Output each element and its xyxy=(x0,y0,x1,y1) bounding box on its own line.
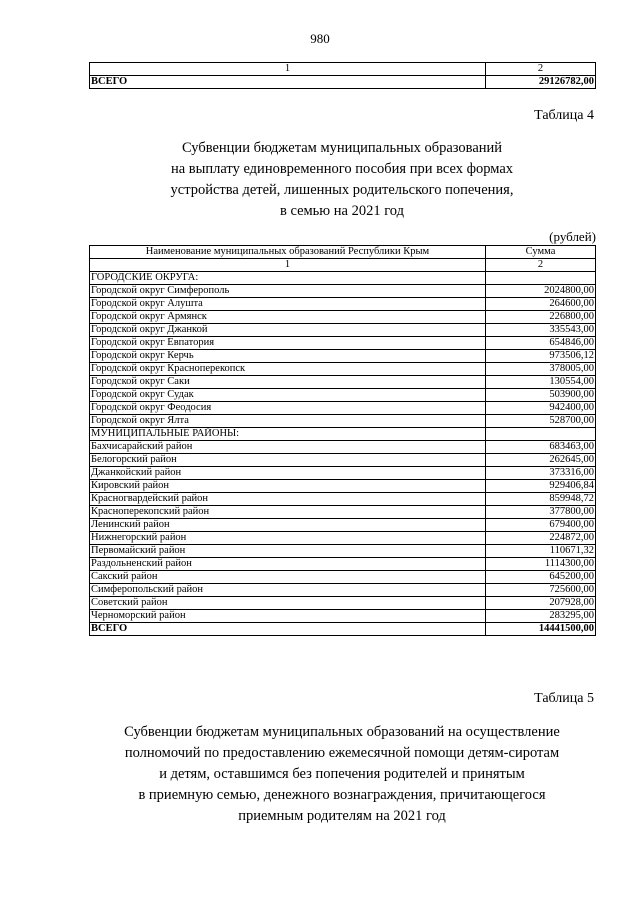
caption-line: в приемную семью, денежного вознаграждения, причитающегося xyxy=(138,787,546,803)
municipality-name: Городской округ Евпатория xyxy=(90,337,486,350)
header-sum-cell: Сумма xyxy=(486,246,596,259)
amount-value: 335543,00 xyxy=(486,324,596,337)
total-value: 14441500,00 xyxy=(486,623,596,636)
municipality-name: Нижнегорский район xyxy=(90,532,486,545)
caption-line: полномочий по предоставлению ежемесячной помощи детям-сиротам xyxy=(124,745,560,761)
municipality-name: Городской округ Джанкой xyxy=(90,324,486,337)
table-row xyxy=(90,441,596,454)
table-row xyxy=(90,311,596,324)
municipality-name: Городской округ Керчь xyxy=(90,350,486,363)
municipality-name: Городской округ Красноперекопск xyxy=(90,363,486,376)
table-row xyxy=(90,298,596,311)
caption-line: Субвенции бюджетам муниципальных образований xyxy=(181,140,503,156)
table-row xyxy=(90,480,596,493)
municipality-name: Городской округ Алушта xyxy=(90,298,486,311)
municipality-name: Советский район xyxy=(90,597,486,610)
amount-value: 262645,00 xyxy=(486,454,596,467)
table-row xyxy=(90,610,596,623)
table-row xyxy=(90,584,596,597)
amount-value: 264600,00 xyxy=(486,298,596,311)
table-row xyxy=(90,363,596,376)
caption-line: устройства детей, лишенных родительского попечения, xyxy=(170,182,514,198)
table5-caption xyxy=(89,722,595,827)
caption-line: и детям, оставшимся без попечения родителей и принятым xyxy=(159,766,525,782)
table-row xyxy=(90,506,596,519)
table-row xyxy=(90,545,596,558)
table-row xyxy=(90,285,596,298)
table-row xyxy=(90,415,596,428)
table-row xyxy=(90,389,596,402)
amount-value: 224872,00 xyxy=(486,532,596,545)
table-row xyxy=(90,402,596,415)
section-title: ГОРОДСКИЕ ОКРУГА: xyxy=(90,272,486,285)
municipality-name: Городской округ Симферополь xyxy=(90,285,486,298)
table4-caption xyxy=(89,138,595,222)
table-row xyxy=(90,597,596,610)
amount-value: 503900,00 xyxy=(486,389,596,402)
empty-cell xyxy=(486,272,596,285)
caption-line: на выплату единовременного пособия при всех формах xyxy=(170,161,514,177)
table-row xyxy=(90,558,596,571)
amount-value: 2024800,00 xyxy=(486,285,596,298)
section-title: МУНИЦИПАЛЬНЫЕ РАЙОНЫ: xyxy=(90,428,486,441)
total-row xyxy=(90,76,596,89)
municipality-name: Городской округ Судак xyxy=(90,389,486,402)
municipality-name: Джанкойский район xyxy=(90,467,486,480)
table-row xyxy=(90,532,596,545)
amount-value: 973506,12 xyxy=(486,350,596,363)
total-value: 29126782,00 xyxy=(486,76,596,89)
table-header-row xyxy=(90,246,596,259)
table-row xyxy=(90,324,596,337)
column-number-cell: 1 xyxy=(90,259,486,272)
municipality-name: Первомайский район xyxy=(90,545,486,558)
table-row xyxy=(90,493,596,506)
amount-value: 683463,00 xyxy=(486,441,596,454)
table5-label: Таблица 5 xyxy=(534,691,594,706)
amount-value: 1114300,00 xyxy=(486,558,596,571)
municipality-name: Бахчисарайский район xyxy=(90,441,486,454)
municipality-name: Симферопольский район xyxy=(90,584,486,597)
amount-value: 130554,00 xyxy=(486,376,596,389)
municipality-name: Ленинский район xyxy=(90,519,486,532)
empty-cell xyxy=(486,428,596,441)
table-row xyxy=(90,571,596,584)
subvention-table xyxy=(89,245,596,636)
amount-value: 207928,00 xyxy=(486,597,596,610)
municipality-name: Кировский район xyxy=(90,480,486,493)
amount-value: 679400,00 xyxy=(486,519,596,532)
section-row xyxy=(90,272,596,285)
table-row xyxy=(90,454,596,467)
amount-value: 378005,00 xyxy=(486,363,596,376)
municipality-name: Раздольненский район xyxy=(90,558,486,571)
amount-value: 645200,00 xyxy=(486,571,596,584)
municipality-name: Городской округ Армянск xyxy=(90,311,486,324)
column-number-row xyxy=(90,259,596,272)
caption-line: в семью на 2021 год xyxy=(279,203,404,219)
municipality-name: Черноморский район xyxy=(90,610,486,623)
amount-value: 377800,00 xyxy=(486,506,596,519)
amount-value: 226800,00 xyxy=(486,311,596,324)
amount-value: 929406,84 xyxy=(486,480,596,493)
municipality-name: Городской округ Саки xyxy=(90,376,486,389)
section-row xyxy=(90,428,596,441)
municipality-name: Красногвардейский район xyxy=(90,493,486,506)
amount-value: 283295,00 xyxy=(486,610,596,623)
municipality-name: Сакский район xyxy=(90,571,486,584)
municipality-name: Городской округ Ялта xyxy=(90,415,486,428)
amount-value: 528700,00 xyxy=(486,415,596,428)
table4-label: Таблица 4 xyxy=(534,108,594,123)
table-header-row xyxy=(90,63,596,76)
header-name-cell: Наименование муниципальных образований Республики Крым xyxy=(90,246,486,259)
column-number-cell: 2 xyxy=(486,63,596,76)
amount-value: 942400,00 xyxy=(486,402,596,415)
total-row xyxy=(90,623,596,636)
table-row xyxy=(90,376,596,389)
unit-label: (рублей) xyxy=(549,229,596,244)
continuation-table xyxy=(89,62,596,89)
caption-line: приемным родителям на 2021 год xyxy=(238,808,446,824)
amount-value: 859948,72 xyxy=(486,493,596,506)
table-row xyxy=(90,350,596,363)
total-label: ВСЕГО xyxy=(90,76,486,89)
amount-value: 110671,32 xyxy=(486,545,596,558)
municipality-name: Белогорский район xyxy=(90,454,486,467)
amount-value: 725600,00 xyxy=(486,584,596,597)
caption-line: Субвенции бюджетам муниципальных образований на осуществление xyxy=(124,724,560,740)
amount-value: 654846,00 xyxy=(486,337,596,350)
amount-value: 373316,00 xyxy=(486,467,596,480)
municipality-name: Городской округ Феодосия xyxy=(90,402,486,415)
column-number-cell: 1 xyxy=(90,63,486,76)
page-number: 980 xyxy=(310,31,330,46)
table-row xyxy=(90,467,596,480)
table-row xyxy=(90,519,596,532)
total-label: ВСЕГО xyxy=(90,623,486,636)
municipality-name: Красноперекопский район xyxy=(90,506,486,519)
table-row xyxy=(90,337,596,350)
column-number-cell: 2 xyxy=(486,259,596,272)
